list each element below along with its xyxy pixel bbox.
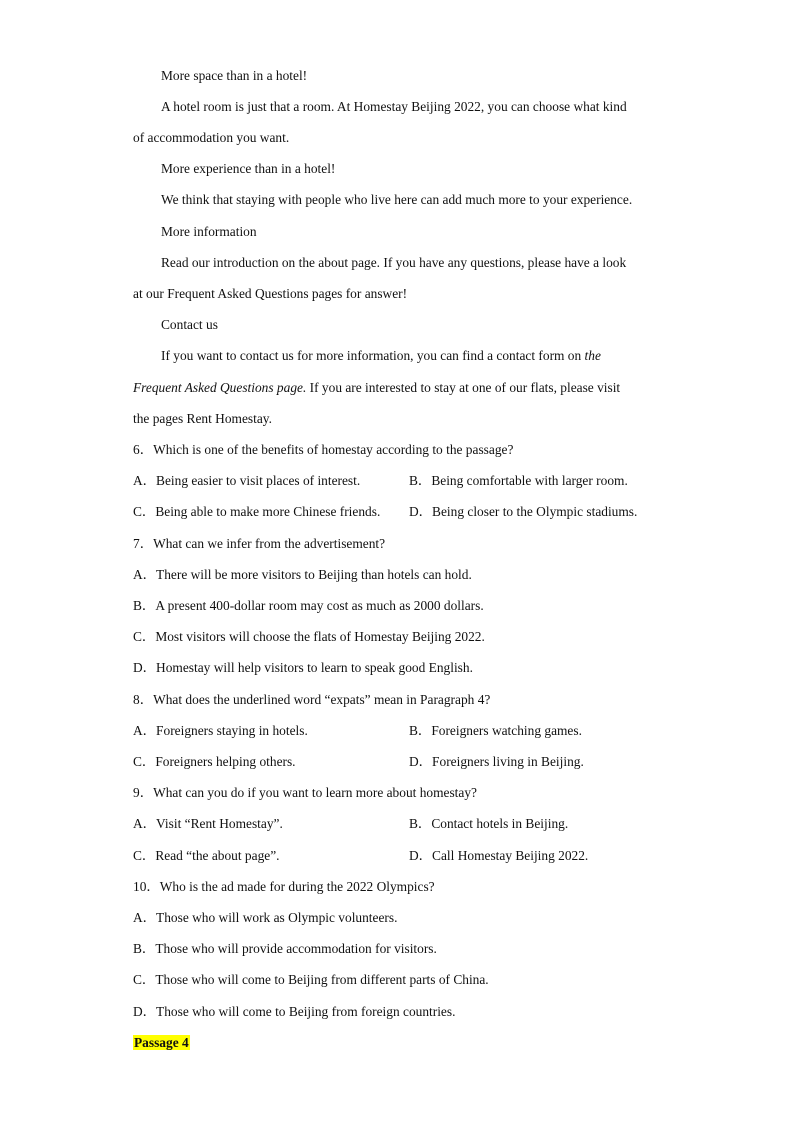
question-8-option-d: D．Foreigners living in Beijing. [409, 754, 584, 769]
question-8-option-a: A．Foreigners staying in hotels. [133, 723, 308, 738]
paragraph-contact-line-3: the pages Rent Homestay. [133, 411, 272, 426]
question-6-option-c: C．Being able to make more Chinese friends. [133, 504, 381, 519]
question-8-stem: 8．What does the underlined word “expats” mean in Paragraph 4? [133, 692, 491, 707]
question-10-option-d: D．Those who will come to Beijing from foreign countries. [133, 1004, 456, 1019]
question-10-option-c: C．Those who will come to Beijing from different parts of China. [133, 972, 489, 987]
heading-more-space: More space than in a hotel! [161, 68, 308, 83]
question-9-stem: 9．What can you do if you want to learn more about homestay? [133, 785, 477, 800]
heading-more-information: More information [161, 224, 257, 239]
heading-contact-us: Contact us [161, 317, 218, 332]
paragraph-info-line-2: at our Frequent Asked Questions pages for answer! [133, 286, 408, 301]
section-label-passage-4 [133, 1035, 190, 1051]
paragraph-contact-line-1 [161, 348, 601, 364]
paragraph-info-line-1: Read our introduction on the about page. If you have any questions, please have a look [161, 255, 627, 270]
question-10-option-a: A．Those who will work as Olympic volunteers. [133, 910, 398, 925]
question-7-option-c: C．Most visitors will choose the flats of Homestay Beijing 2022. [133, 629, 485, 644]
question-9-option-b: B．Contact hotels in Beijing. [409, 816, 569, 831]
question-6-option-d: D．Being closer to the Olympic stadiums. [409, 504, 638, 519]
paragraph-space-line-1: A hotel room is just that a room. At Homestay Beijing 2022, you can choose what kind [161, 99, 627, 114]
question-7-option-a: A．There will be more visitors to Beijing than hotels can hold. [133, 567, 472, 582]
question-8-option-b: B．Foreigners watching games. [409, 723, 582, 738]
heading-more-experience: More experience than in a hotel! [161, 161, 336, 176]
question-6-option-a: A．Being easier to visit places of interest. [133, 473, 361, 488]
question-6-option-b: B．Being comfortable with larger room. [409, 473, 628, 488]
paragraph-space-line-2: of accommodation you want. [133, 130, 290, 145]
contact-italic-faq: Frequent Asked Questions page. [133, 380, 307, 395]
question-9-option-d: D．Call Homestay Beijing 2022. [409, 848, 589, 863]
contact-text: If you want to contact us for more information, you can find a contact form on [161, 348, 585, 363]
question-7-option-b: B．A present 400-dollar room may cost as much as 2000 dollars. [133, 598, 484, 613]
contact-text: If you are interested to stay at one of our flats, please visit [306, 380, 621, 395]
paragraph-contact-line-2 [133, 380, 620, 396]
highlighted-section-title: Passage 4 [134, 1035, 189, 1050]
paragraph-experience: We think that staying with people who live here can add much more to your experience. [161, 192, 633, 207]
question-8-option-c: C．Foreigners helping others. [133, 754, 296, 769]
question-9-option-a: A．Visit “Rent Homestay”. [133, 816, 283, 831]
question-7-option-d: D．Homestay will help visitors to learn to speak good English. [133, 660, 473, 675]
question-10-option-b: B．Those who will provide accommodation for visitors. [133, 941, 437, 956]
question-7-stem: 7．What can we infer from the advertisement? [133, 536, 386, 551]
question-6-stem: 6．Which is one of the benefits of homestay according to the passage? [133, 442, 514, 457]
contact-italic-the: the [584, 348, 601, 363]
question-9-option-c: C．Read “the about page”. [133, 848, 280, 863]
question-10-stem: 10．Who is the ad made for during the 2022 Olympics? [133, 879, 435, 894]
